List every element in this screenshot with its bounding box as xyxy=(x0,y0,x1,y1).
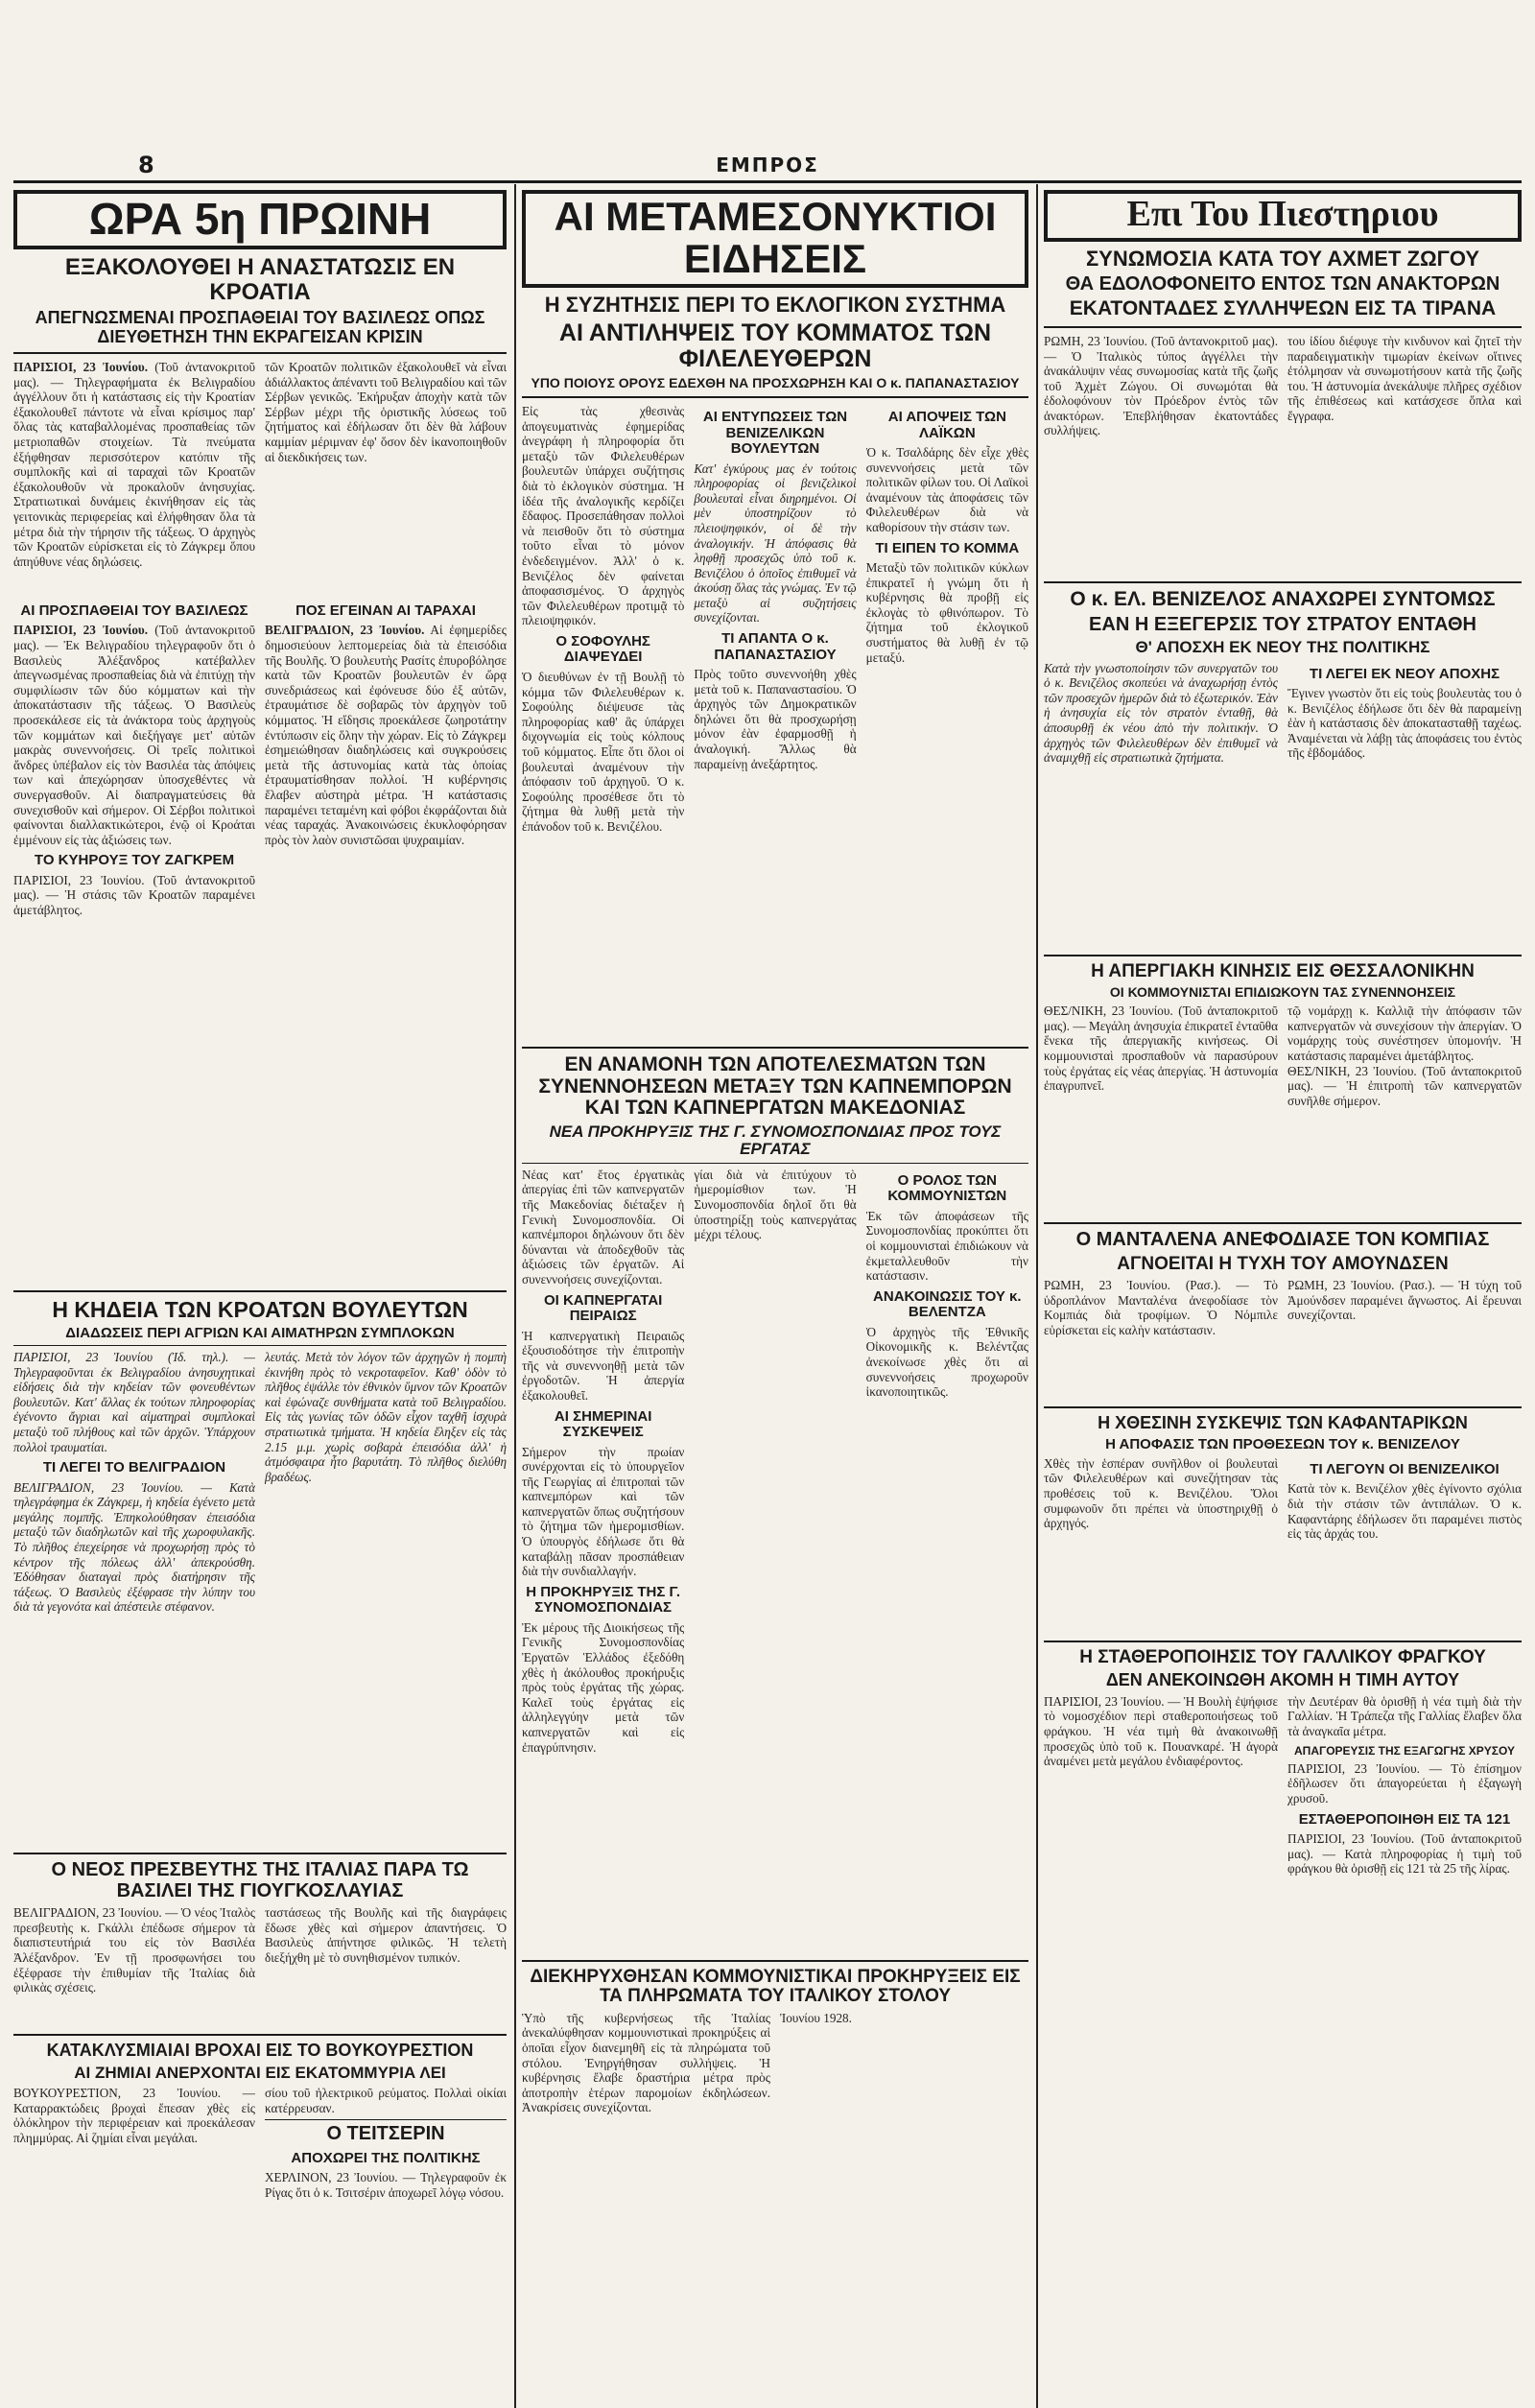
page-number: 8 xyxy=(138,152,154,178)
col1-subheadline: ΑΠΕΓΝΩΣΜΕΝΑΙ ΠΡΟΣΠΑΘΕΙΑΙ ΤΟΥ ΒΑΣΙΛΕΩΣ ΟΠΩΣ ΔΙΕΥΘΕΤΗΣΗ ΤΗΝ ΕΚΡΑΓΕΙΣΑΝ ΚΡΙΣΙΝ xyxy=(35,308,485,346)
article-text: ΠΑΡΙΣΙΟΙ, 23 Ἰουνίου. — Ἡ Βουλὴ ἐψήφισε τὸ νομοσχέδιον περὶ σταθεροποιήσεως τοῦ φράγκου. Ἡ νέα τιμὴ θὰ ἀνακοινωθῇ προσεχῶς ὑπὸ τοῦ κ. Πουανκαρέ. Ἡ ἀγορὰ ἀναμένει μετὰ μεγάλου ἐνδιαφέροντος. xyxy=(1044,1693,1278,1769)
rains-headline: ΚΑΤΑΚΛΥΣΜΙΑΙΑΙ ΒΡΟΧΑΙ ΕΙΣ ΤΟ ΒΟΥΚΟΥΡΕΣΤΙΟΝ xyxy=(46,2041,474,2061)
funeral-block xyxy=(13,1350,507,1847)
strike-headline: Η ΑΠΕΡΓΙΑΚΗ ΚΙΝΗΣΙΣ ΕΙΣ ΘΕΣΣΑΛΟΝΙΚΗΝ xyxy=(1091,960,1475,981)
article-text: Ἰουνίου 1928. xyxy=(780,2010,852,2025)
divider xyxy=(13,352,507,354)
section-title: ΤΙ ΛΕΓΕΙ ΕΚ ΝΕΟΥ ΑΠΟΧΗΣ xyxy=(1309,665,1500,682)
article-text: ΡΩΜΗ, 23 Ἰουνίου. (Ρασ.). — Ἡ τύχη τοῦ Ἀμούνδσεν παραμένει ἄγνωστος. Αἱ ἔρευναι συνεχίζονται. xyxy=(1287,1278,1522,1323)
venizelos-block xyxy=(1044,661,1522,949)
divider xyxy=(522,1163,1028,1164)
article-text: ΠΑΡΙΣΙΟΙ, 23 Ἰουνίου. (Τοῦ ἀνταποκριτοῦ μας). — Κατὰ πληροφορίας ἡ τιμὴ τοῦ φράγκου θὰ ὁρισθῇ εἰς 121 τὰ 25 τῆς λίρας. xyxy=(1287,1831,1522,1877)
venizelos-headline: Ο κ. ΕΛ. ΒΕΝΙΖΕΛΟΣ ΑΝΑΧΩΡΕΙ ΣΥΝΤΟΜΩΣ xyxy=(1070,587,1496,610)
article-text: ΡΩΜΗ, 23 Ἰουνίου. (Τοῦ ἀντανοκριτοῦ μας). — Ὁ Ἰταλικὸς τύπος ἀγγέλλει τὴν ἀνακάλυψιν νέας συνωμοσίας κατὰ τῆς ζωῆς τοῦ Ἀχμὲτ Ζώγου. Οἱ συνωμόται θὰ ἐδολοφόνουν τὸν Πρόεδρον ἐντὸς τῶν ἀνακτόρων. Ἐπεβλήθησαν ἑκατοντάδες συλλήψεις. xyxy=(1044,333,1278,438)
col1-headline: ΕΞΑΚΟΛΟΥΘΕΙ Η ΑΝΑΣΤΑΤΩΣΙΣ ΕΝ ΚΡΟΑΤΙΑ xyxy=(64,254,456,306)
section-title: ΑΙ ΣΗΜΕΡΙΝΑΙ ΣΥΣΚΕΨΕΙΣ xyxy=(554,1407,652,1440)
coffee-headline: Η ΧΘΕΣΙΝΗ ΣΥΣΚΕΨΙΣ ΤΩΝ ΚΑΦΑΝΤΑΡΙΚΩΝ xyxy=(1098,1413,1468,1433)
col2-headline: Η ΣΥΖΗΤΗΣΙΣ ΠΕΡΙ ΤΟ ΕΚΛΟΓΙΚΟΝ ΣΥΣΤΗΜΑ xyxy=(544,293,1006,318)
funeral-headline: Η ΚΗΔΕΙΑ ΤΩΝ ΚΡΟΑΤΩΝ ΒΟΥΛΕΥΤΩΝ xyxy=(52,1296,468,1322)
labor-subheadline: ΝΕΑ ΠΡΟΚΗΡΥΞΙΣ ΤΗΣ Γ. ΣΥΝΟΜΟΣΠΟΝΔΙΑΣ ΠΡΟΣ ΤΟΥΣ ΕΡΓΑΤΑΣ xyxy=(549,1122,1002,1159)
section-title: Ο ΣΟΦΟΥΛΗΣ ΔΙΑΨΕΥΔΕΙ xyxy=(555,632,650,666)
coffee-subheadline: Η ΑΠΟΦΑΣΙΣ ΤΩΝ ΠΡΟΘΕΣΕΩΝ ΤΟΥ κ. ΒΕΝΙΖΕΛΟΥ xyxy=(1105,1435,1460,1452)
col1-second-block xyxy=(13,598,507,1285)
article-text: Κατὰ τὴν γνωστοποίησιν τῶν συνεργατῶν του ὁ κ. Βενιζέλος σκοπεύει νὰ ἀναχωρήσῃ ἐντὸς τῶν προσεχῶν ἡμερῶν διὰ τὸ ἐξωτερικόν. Ἐὰν ἡ ἀνησυχία εἰς τὸν στρατὸν ἐνταθῇ, θὰ ἀποσυρθῇ ἐκ νέου ἀπὸ τὴν πολιτικήν. Ὁ ἀρχηγὸς τῶν Φιλελευθέρων δὲν ἐπιθυμεῖ νὰ ἀναμιχθῇ εἰς στρατιωτικὰ ζητήματα. xyxy=(1044,660,1278,766)
dateline: ΠΑΡΙΣΙΟΙ, 23 Ἰουνίου. xyxy=(13,359,149,374)
col2-lead-block xyxy=(522,404,1028,1041)
article-text: ΠΑΡΙΣΙΟΙ, 23 Ἰουνίου. — Τὸ ἐπίσημον ἐδῆλωσεν ὅτι ἀπαγορεύεται ἡ ἐξαγωγὴ χρυσοῦ. xyxy=(1287,1760,1522,1806)
rains-subheadline: ΑΙ ΖΗΜΙΑΙ ΑΝΕΡΧΟΝΤΑΙ ΕΙΣ ΕΚΑΤΟΜΜΥΡΙΑ ΛΕΙ xyxy=(74,2063,446,2082)
section-title: ΤΙ ΛΕΓΕΙ ΤΟ ΒΕΛΙΓΡΑΔΙΟΝ xyxy=(42,1459,226,1476)
rains-block xyxy=(13,2086,507,2306)
labor-headline: ΕΝ ΑΝΑΜΟΝΗ ΤΩΝ ΑΠΟΤΕΛΕΣΜΑΤΩΝ ΤΩΝ ΣΥΝΕΝΝΟΗΣΕΩΝ ΜΕΤΑΞΥ ΤΩΝ ΚΑΠΝΕΜΠΟΡΩΝ ΚΑΙ ΤΩΝ ΚΑΠΝΕΡΓΑΤΩΝ ΜΑΚΕΔΟΝΙΑΣ xyxy=(538,1053,1012,1120)
article-text: τὴν Δευτέραν θὰ ὁρισθῇ ἡ νέα τιμὴ διὰ τὴν Γαλλίαν. Ἡ Τράπεζα τῆς Γαλλίας ἔλαβεν ὅλα τὰ ἀναγκαῖα μέτρα. xyxy=(1287,1693,1522,1739)
amundsen-block xyxy=(1044,1278,1522,1401)
article-text: ΘΕΣ/ΝΙΚΗ, 23 Ἰουνίου. (Τοῦ ἀνταποκριτοῦ μας). — Ἡ ἐπιτροπὴ τῶν καπνεργατῶν συνῆλθε σήμερον. xyxy=(1287,1063,1522,1108)
divider xyxy=(522,1960,1028,1962)
section-title: ΑΠΑΓΟΡΕΥΣΙΣ ΤΗΣ ΕΞΑΓΩΓΗΣ ΧΡΥΣΟΥ xyxy=(1293,1743,1515,1758)
column-divider xyxy=(1036,184,1038,2408)
amundsen-subheadline: ΑΓΝΟΕΙΤΑΙ Η ΤΥΧΗ ΤΟΥ ΑΜΟΥΝΔΣΕΝ xyxy=(1117,1253,1449,1274)
coffee-block xyxy=(1044,1456,1522,1635)
article-text: ΡΩΜΗ, 23 Ἰουνίου. (Ρασ.). — Τὸ ὑδροπλάνον Μανταλένα ἀνεφοδίασε τὸν Κομπιάς διὰ τροφίμων. Ὁ Νόμπιλε εὑρίσκεται εἰς καλὴν κατάστασιν. xyxy=(1044,1278,1278,1338)
divider xyxy=(13,2034,507,2036)
article-text: Ἡ καπνεργατικὴ Πειραιῶς ἐξουσιοδότησε τὴν ἐπιτροπὴν τῆς νὰ συνεννοηθῇ μετὰ τῶν ἐργοδοτῶν. Ἡ ἀπεργία ἐξακολουθεῖ. xyxy=(522,1328,685,1403)
venizelos-subheadline-2: Θ' ΑΠΟΣΧΗ ΕΚ ΝΕΟΥ ΤΗΣ ΠΟΛΙΤΙΚΗΣ xyxy=(1135,638,1430,657)
article-text: του ἰδίου διέφυγε τὴν κινδυνον καὶ ζητεῖ τὴν παραδειγματικὴν τιμωρίαν ἐκείνων οἵτινες ἐτόλμησαν νὰ συνωμοτήσουν κατὰ τῆς ζωῆς του. Ἡ ἀστυνομία ἀνεκάλυψε πλῆρες σχέδιον τῆς ἐπιθέσεως καὶ κατάσχεσε ὅπλα καὶ ἔγγραφα. xyxy=(1287,333,1522,423)
col2-banner: ΑΙ ΜΕΤΑΜΕΣΟΝΥΚΤΙΟΙ ΕΙΔΗΣΕΙΣ xyxy=(522,190,1028,288)
section-title: Ο ΡΟΛΟΣ ΤΩΝ ΚΟΜΜΟΥΝΙΣΤΩΝ xyxy=(887,1171,1007,1205)
amundsen-headline: Ο ΜΑΝΤΑΛΕΝΑ ΑΝΕΦΟΔΙΑΣΕ ΤΟΝ ΚΟΜΠΙΑΣ xyxy=(1075,1229,1490,1251)
section-title: Η ΠΡΟΚΗΡΥΞΙΣ ΤΗΣ Γ. ΣΥΝΟΜΟΣΠΟΝΔΙΑΣ xyxy=(526,1583,681,1617)
article-text: Ἐκ μέρους τῆς Διοικήσεως τῆς Γενικῆς Συνομοσπονδίας Ἐργατῶν Ἑλλάδος ἐξεδόθη χθὲς ἡ ἀκόλουθος προκήρυξις πρὸς τοὺς ἐργάτας τῆς χώρας. Καλεῖ τοὺς ἐργάτας εἰς ἀλληλεγγύην μετὰ τῶν καπνεργατῶν καὶ εἰς ἐπαγρύπνησιν. xyxy=(522,1619,685,1755)
article-text: τῷ νομάρχῃ κ. Καλλιᾷ τὴν ἀπόφασιν τῶν καπνεργατῶν νὰ συνεχίσουν τὴν ἀπεργίαν. Ὁ νομάρχης τοὺς συνέστησεν ὑπομονήν. Ἡ κατάστασις παραμένει ἀμετάβλητος. xyxy=(1287,1003,1522,1063)
divider xyxy=(265,2119,507,2120)
article-text: γίαι διὰ νὰ ἐπιτύχουν τὸ ἡμερομίσθιον των. Ἡ Συνομοσπονδία δηλοῖ ὅτι θὰ ὑποστηρίξῃ τοὺς καπνεργάτας μέχρι τέλους. xyxy=(694,1167,857,1242)
divider xyxy=(13,1345,507,1346)
article-text: Εἰς τὰς χθεσινὰς ἀπογευματινὰς ἐφημερίδας ἀνεγράφη ἡ πληροφορία ὅτι μεταξὺ τῶν Φιλελευθέρων βουλευτῶν ὑπάρχει συζήτησις διὰ τὸ ἐκλογικὸν σύστημα. Ἡ ἰδέα τῆς ἀναλογικῆς κερδίζει ἔδαφος. Προσεπάθησαν πολλοὶ νὰ πεισθοῦν ὅτι τὸ σύστημα τοῦτο εἶναι τὸ μόνον ἐνδεδειγμένον. Ἀλλ' ὁ κ. Βενιζέλος δὲν φαίνεται ἀποφασισμένος. Ὁ ἀρχηγὸς τῶν Φιλελευθέρων προτιμᾷ τὸ πλειοψηφικόν. xyxy=(522,404,685,628)
divider xyxy=(522,396,1028,398)
divider xyxy=(13,1853,507,1854)
article-text: ΒΕΛΙΓΡΑΔΙΟΝ, 23 Ἰουνίου. — Κατὰ τηλεγράφημα ἐκ Ζάγκρεμ, ἡ κηδεία ἐγένετο μετὰ μεγάλης πομπῆς. Ἐπηκολούθησαν ἐπεισόδια μεταξὺ τῶν διαδηλωτῶν καὶ τῆς χωροφυλακῆς. Τὸ πλῆθος ἐπεχείρησε νὰ προχωρήσῃ πρὸς τὸ κέντρον τῆς πόλεως ἀλλ' ἀπεκρούσθη. Ἐδόθησαν διαταγαὶ πρὸς διατήρησιν τῆς τάξεως. Ὁ Βασιλεὺς ἐξέφρασε τὴν λύπην του διὰ τὰ γεγονότα καὶ ἀπέστειλε στέφανον. xyxy=(13,1479,255,1615)
franc-subheadline: ΔΕΝ ΑΝΕΚΟΙΝΩΘΗ ΑΚΟΜΗ Η ΤΙΜΗ ΑΥΤΟΥ xyxy=(1105,1670,1460,1690)
article-text: Ὁ ἀρχηγὸς τῆς Ἐθνικῆς Οἰκονομικῆς κ. Βελέντζας ἀνεκοίνωσε χθὲς ὅτι αἱ συνεννοήσεις προχωροῦν ἱκανοποιητικῶς. xyxy=(865,1324,1028,1400)
article-text: σίου τοῦ ἠλεκτρικοῦ ρεύματος. Πολλαὶ οἰκίαι κατέρρευσαν. xyxy=(265,2085,507,2115)
article-text: ΧΕΡΛΙΝΟΝ, 23 Ἰουνίου. — Τηλεγραφοῦν ἐκ Ρίγας ὅτι ὁ κ. Τσιτσέριν ἀποχωρεῖ λόγῳ νόσου. xyxy=(265,2170,507,2200)
franc-block xyxy=(1044,1694,1522,2040)
divider xyxy=(522,1047,1028,1049)
article-text: ΒΟΥΚΟΥΡΕΣΤΙΟΝ, 23 Ἰουνίου. — Καταρρακτώδεις βροχαὶ ἔπεσαν χθὲς εἰς ὁλόκληρον τὴν περιφέρειαν καὶ προεκάλεσαν πλημμύρας. Αἱ ζημίαι εἶναι μεγάλαι. xyxy=(13,2085,255,2145)
article-text: ταστάσεως τῆς Βουλῆς καὶ τῆς διαγράφεις ἔδωσε χθὲς καὶ σήμερον ἀπαντήσεις. Ὁ Βασιλεὺς ἀπήντησε φιλικῶς. Ἡ τελετὴ διεξήχθη μὲ τὸ συνηθισμένον τυπικόν. xyxy=(265,1905,507,1965)
section-title: ΤΙ ΑΠΑΝΤΑ Ο κ. ΠΑΠΑΝΑΣΤΑΣΙΟΥ xyxy=(714,630,837,663)
section-title: ΑΝΑΚΟΙΝΩΣΙΣ ΤΟΥ κ. ΒΕΛΕΝΤΖΑ xyxy=(873,1287,1022,1321)
section-title: ΑΙ ΑΠΟΨΕΙΣ ΤΩΝ ΛΑΪΚΩΝ xyxy=(887,409,1006,441)
section-title: ΤΙ ΕΙΠΕΝ ΤΟ ΚΟΜΜΑ xyxy=(875,539,1020,556)
section-title: ΟΙ ΚΑΠΝΕΡΓΑΤΑΙ ΠΕΙΡΑΙΩΣ xyxy=(543,1291,663,1325)
dateline: ΠΑΡΙΣΙΟΙ, 23 Ἰουνίου. xyxy=(13,623,149,638)
column-middle xyxy=(522,190,1028,2408)
article-text: ΠΑΡΙΣΙΟΙ, 23 Ἰουνίου. (Τοῦ ἀντανοκριτοῦ μας). — Ἡ στάσις τῶν Κροατῶν παραμένει ἀμετάβλητος. xyxy=(13,872,255,918)
article-text: Χθὲς τὴν ἑσπέραν συνῆλθον οἱ βουλευταὶ τῶν Φιλελευθέρων καὶ συνεζήτησαν τὰς προθέσεις τοῦ κ. Βενιζέλου. Ὅλοι συμφωνοῦν ὅτι πρέπει νὰ ὑποστηριχθῇ ὁ ἀρχηγός. xyxy=(1044,1455,1278,1531)
strike-subheadline: ΟΙ ΚΟΜΜΟΥΝΙΣΤΑΙ ΕΠΙΔΙΩΚΟΥΝ ΤΑΣ ΣΥΝΕΝΝΟΗΣΕΙΣ xyxy=(1109,984,1456,1001)
article-text: Ὁ διευθύνων ἐν τῇ Βουλῇ τὸ κόμμα τῶν Φιλελευθέρων κ. Σοφούλης διέψευσε τὰς πληροφορίας καθ' ἃς ὑπάρχει διχογνωμία εἰς τοὺς κόλπους τοῦ κόμματος. Εἶπε ὅτι ὅλοι οἱ βουλευταὶ ἀναμένουν τὴν ἀπόφασιν τοῦ ἀρχηγοῦ. Ὁ κ. Σοφούλης προσέθεσε ὅτι τὸ ζήτημα θὰ λυθῇ μετὰ τὴν ἐπάνοδον τοῦ κ. Βενιζέλου. xyxy=(522,669,685,834)
dateline: ΒΕΛΙΓΡΑΔΙΟΝ, 23 Ἰουνίου. xyxy=(265,623,425,638)
col3-headline: ΣΥΝΩΜΟΣΙΑ ΚΑΤΑ ΤΟΥ ΑΧΜΕΤ ΖΩΓΟΥ xyxy=(1085,246,1479,271)
column-left xyxy=(13,190,507,2408)
article-text: Ὁ κ. Τσαλδάρης δὲν εἶχε χθὲς συνεννοήσεις μετὰ τῶν πολιτικῶν φίλων του. Οἱ Λαϊκοὶ ἀναμένουν τὰς ἀποφάσεις τῶν Φιλελευθέρων διὰ νὰ καθορίσουν τὴν στάσιν των. xyxy=(865,445,1028,535)
franc-headline: Η ΣΤΑΘΕΡΟΠΟΙΗΣΙΣ ΤΟΥ ΓΑΛΛΙΚΟΥ ΦΡΑΓΚΟΥ xyxy=(1079,1646,1486,1667)
article-text: Αἱ ἐφημερίδες δημοσιεύουν λεπτομερείας διὰ τὰ ἐπεισόδια τῆς Βουλῆς. Ὁ βουλευτὴς Ρασίτς ἐπυροβόλησε κατὰ τῶν Κροατῶν βουλευτῶν ἐν ὥρᾳ συνεδριάσεως καὶ ἐφόνευσε δύο ἐξ αὐτῶν, ἐτραυμάτισε δὲ σοβαρῶς τὸν ἀρχηγὸν τοῦ κόμματος. Ἡ εἴδησις προεκάλεσε ζωηροτάτην ἐντύπωσιν εἰς ὅλην τὴν χώραν. Εἰς τὸ Ζάγκρεμ ἐσημειώθησαν διαδηλώσεις καὶ συγκρούσεις μετὰ τῆς ἀστυνομίας κατὰ τὰς ὁποίας ἐτραυματίσθησαν πολλοί. Ἡ κυβέρνησις ἔλαβεν αὐστηρὰ μέτρα. Ἡ κατάστασις παραμένει τεταμένη καὶ φόβοι ἐκφράζονται διὰ νέας ταραχάς. Ἀνακοινώσεις ἐκυκλοφόρησαν πρὸς τὸν λαὸν συνιστῶσαι ψυχραιμίαν. xyxy=(265,623,507,847)
article-text: Ἔγινεν γνωστὸν ὅτι εἰς τοὺς βουλευτὰς του ὁ κ. Βενιζέλος ἐδήλωσε ὅτι δὲν θὰ παραμείνῃ ἐὰν ἡ κατάστασις δὲν ἀποκατασταθῇ ταχέως. Ἀναμένεται νὰ λάβῃ τὰς ἀποφάσεις του ἐντὸς τῆς ἑβδομάδος. xyxy=(1287,686,1522,761)
paper-name: ΕΜΠΡΟΣ xyxy=(716,153,819,177)
labor-block xyxy=(522,1168,1028,1954)
strike-block xyxy=(1044,1003,1522,1216)
masthead xyxy=(13,152,1522,183)
col1-lead-block xyxy=(13,360,507,598)
divider xyxy=(1044,326,1522,328)
article-text: Κατ' ἐγκύρους μας ἐν τούτοις πληροφορίας οἱ βενιζελικοὶ βουλευταὶ εἶναι διηρημένοι. Οἱ μὲν ὑποστηρίζουν τὸ πλειοψηφικόν, οἱ δὲ τὴν ἀναλογικήν. Ἡ ἀπόφασις θὰ ληφθῇ προσεχῶς ὑπὸ τοῦ κ. Βενιζέλου ὁ ὁποῖος ἐπιθυμεῖ νὰ ἀκούσῃ ὅλας τὰς γνώμας. Ἐν τῷ μεταξὺ αἱ συζητήσεις συνεχίζονται. xyxy=(694,460,857,626)
section-title: ΑΙ ΠΡΟΣΠΑΘΕΙΑΙ ΤΟΥ ΒΑΣΙΛΕΩΣ xyxy=(20,602,248,619)
article-text: Μεταξὺ τῶν πολιτικῶν κύκλων ἐπικρατεῖ ἡ γνώμη ὅτι ἡ κυβέρνησις θὰ προβῇ εἰς ἐκλογὰς τὸ φθινόπωρον. Τὸ ζήτημα τοῦ ἐκλογικοῦ συστήματος θὰ λυθῇ ἐν τῷ μεταξύ. xyxy=(865,560,1028,665)
italy-block xyxy=(13,1905,507,2028)
col3-headline-3: ΕΚΑΤΟΝΤΑΔΕΣ ΣΥΛΛΗΨΕΩΝ ΕΙΣ ΤΑ ΤΙΡΑΝΑ xyxy=(1069,297,1497,320)
col3-banner: Επι Του Πιεστηριου xyxy=(1044,190,1522,242)
divider xyxy=(1044,1222,1522,1224)
section-title: ΤΙ ΛΕΓΟΥΝ ΟΙ ΒΕΝΙΖΕΛΙΚΟΙ xyxy=(1310,1460,1500,1477)
article-text: Ἐκ τῶν ἀποφάσεων τῆς Συνομοσπονδίας προκύπτει ὅτι οἱ κομμουνισταὶ ἐπιδιώκουν νὰ ἐκμεταλλευθοῦν τὴν κατάστασιν. xyxy=(865,1208,1028,1284)
col3-lead-block xyxy=(1044,334,1522,576)
section-title: ΠΟΣ ΕΓΕΙΝΑΝ ΑΙ ΤΑΡΑΧΑΙ xyxy=(295,602,476,619)
newspaper-page xyxy=(13,0,1522,2408)
teitsorin-subheadline: ΑΠΟΧΩΡΕΙ ΤΗΣ ΠΟΛΙΤΙΚΗΣ xyxy=(291,2149,481,2166)
divider xyxy=(13,1290,507,1292)
divider xyxy=(1044,1641,1522,1642)
navy-headline: ΔΙΕΚΗΡΥΧΘΗΣΑΝ ΚΟΜΜΟΥΝΙΣΤΙΚΑΙ ΠΡΟΚΗΡΥΞΕΙΣ ΕΙΣ ΤΑ ΠΛΗΡΩΜΑΤΑ ΤΟΥ ΙΤΑΛΙΚΟΥ ΣΤΟΛΟΥ xyxy=(530,1966,1021,2007)
col1-banner: ΩΡΑ 5η ΠΡΩΙΝΗ xyxy=(13,190,507,249)
section-title: ΑΙ ΕΝΤΥΠΩΣΕΙΣ ΤΩΝ ΒΕΝΙΖΕΛΙΚΩΝ ΒΟΥΛΕΥΤΩΝ xyxy=(702,409,848,458)
article-text: τῶν Κροατῶν πολιτικῶν ἐξακολουθεῖ νὰ εἶναι ἀδιάλλακτος ἀπέναντι τοῦ Βελιγραδίου καὶ τῶν Σέρβων γενικῶς. Ἐκήρυξαν ἀποχὴν κατὰ τῶν Σέρβων μέχρι τῆς ὁριστικῆς λύσεως τοῦ ζητήματος καὶ ἐδήλωσαν ὅτι δὲν θὰ λάβουν καμμίαν μέριμναν ἐφ' ὅσον δὲν ἱκανοποιηθοῦν αἱ διεκδικήσεις των. xyxy=(265,359,507,464)
col2-headline-2: ΑΙ ΑΝΤΙΛΗΨΕΙΣ ΤΟΥ ΚΟΜΜΑΤΟΣ ΤΩΝ ΦΙΛΕΛΕΥΘΕΡΩΝ xyxy=(558,319,992,372)
section-title: ΤΟ ΚΥΗΡΟΥΞ ΤΟΥ ΖΑΓΚΡΕΜ xyxy=(34,852,235,869)
divider xyxy=(1044,581,1522,583)
col2-subheadline: ΥΠΟ ΠΟΙΟΥΣ ΟΡΟΥΣ ΕΔΕΧΘΗ ΝΑ ΠΡΟΣΧΩΡΗΣΗ ΚΑΙ Ο κ. ΠΑΠΑΝΑΣΤΑΣΙΟΥ xyxy=(531,374,1020,390)
article-text: Πρὸς τοῦτο συνεννοήθη χθὲς μετὰ τοῦ κ. Παπαναστασίου. Ὁ ἀρχηγὸς τῶν Δημοκρατικῶν δηλώνει ὅτι θὰ προσχωρήσῃ μόνον ἐὰν ἐφαρμοσθῇ ἡ ἀναλογική. Ἄλλως θὰ παραμείνῃ ἀνεξάρτητος. xyxy=(694,667,857,771)
italy-headline: Ο ΝΕΟΣ ΠΡΕΣΒΕΥΤΗΣ ΤΗΣ ΙΤΑΛΙΑΣ ΠΑΡΑ ΤΩ ΒΑΣΙΛΕΙ ΤΗΣ ΓΙΟΥΓΚΟΣΛΑΥΙΑΣ xyxy=(51,1859,469,1901)
navy-block xyxy=(522,2011,1028,2327)
article-text: ΠΑΡΙΣΙΟΙ, 23 Ἰουνίου (Ἰδ. τηλ.). — Τηλεγραφοῦνται ἐκ Βελιγραδίου ἀνησυχητικαὶ εἰδήσεις διὰ τὴν κηδείαν τῶν φονευθέντων βουλευτῶν. Κατ' ἄλλας ἐκ τούτων πληροφορίας ἐγένοντο ἄγριαι καὶ αἱματηραὶ συμπλοκαὶ μεταξὺ τοῦ πλήθους καὶ τῶν ἀρχῶν. Ὑπάρχουν πολλοὶ τραυματίαι. xyxy=(13,1350,255,1454)
funeral-subheadline: ΔΙΑΔΩΣΕΙΣ ΠΕΡΙ ΑΓΡΙΩΝ ΚΑΙ ΑΙΜΑΤΗΡΩΝ ΣΥΜΠΛΟΚΩΝ xyxy=(65,1324,455,1341)
article-text: λευτάς. Μετὰ τὸν λόγον τῶν ἀρχηγῶν ἡ πομπὴ ἐκινήθη πρὸς τὸ νεκροταφεῖον. Καθ' ὁδὸν τὸ πλῆθος ἐψάλλε τὸν ἐθνικὸν ὕμνον τῶν Κροατῶν καὶ ἐφώναζε συνθήματα κατὰ τοῦ Βελιγραδίου. Εἰς τὰς γωνίας τῶν ὁδῶν εἶχον ταχθῆ ἰσχυρὰ στρατιωτικὰ τμήματα. Ἡ κηδεία ἔληξεν εἰς τὰς 2.15 μ.μ. χωρὶς σοβαρὰ ἐπεισόδια ἀλλ' ἡ ἀτμόσφαιρα ἦτο βαρυτάτη. Τὸ πλῆθος διελύθη βραδέως. xyxy=(265,1350,507,1484)
article-text: ΘΕΣ/ΝΙΚΗ, 23 Ἰουνίου. (Τοῦ ἀνταποκριτοῦ μας). — Μεγάλη ἀνησυχία ἐπικρατεῖ ἐνταῦθα ἕνεκα τῆς ἀπεργιακῆς κινήσεως. Οἱ κομμουνισταὶ προσπαθοῦν νὰ παρασύρουν τοὺς ἐργάτας εἰς νέας ἀπεργίας. Ἡ ἀστυνομία ἐπαγρυπνεῖ. xyxy=(1044,1003,1278,1094)
article-text: Ὑπὸ τῆς κυβερνήσεως τῆς Ἰταλίας ἀνεκαλύφθησαν κομμουνιστικαὶ προκηρύξεις αἱ ὁποῖαι εἶχον διανεμηθῆ εἰς τὰ πληρώματα τοῦ στόλου. Ἐνηργήθησαν συλλήψεις. Ἡ κυβέρνησις ἔλαβε δραστήρια μέτρα πρὸς ἀποτροπὴν ἑτέρων παρομοίων ἐκδηλώσεων. Ἀνακρίσεις συνεχίζονται. xyxy=(522,2010,770,2115)
article-text: Κατὰ τὸν κ. Βενιζέλον χθὲς ἐγίνοντο σχόλια διὰ τὴν στάσιν τῶν ἀντιπάλων. Ὁ κ. Καφαντάρης ἐδήλωσεν ὅτι παραμένει πιστὸς εἰς τὰς ἀρχάς του. xyxy=(1287,1481,1522,1542)
teitsorin-headline: Ο ΤΕΙΤΣΕΡΙΝ xyxy=(326,2123,445,2145)
divider xyxy=(1044,955,1522,956)
article-text: (Τοῦ ἀντανοκριτοῦ μας). — Τηλεγραφήματα ἐκ Βελιγραδίου ἀγγέλλουν ὅτι ἡ κατάστασις εἰς τὴν Κροατίαν ἐξακολουθεῖ πάντοτε νὰ εἶναι κρίσιμος παρ' ὅλας τὰς καταβαλλομένας προσπαθείας τῶν μετριοπαθῶν στοιχείων. Τὰ πνεύματα ἐξήφθησαν περισσότερον κατόπιν τῆς συμπλοκῆς καὶ αἱ ταραχαὶ τῶν Κροατῶν ἐξακολουθοῦν νὰ προκαλοῦν ἀνησυχίας. Στρατιωτικαὶ δυνάμεις ἐκινήθησαν εἰς τὰς γειτονικὰς περιφερείας καὶ ἐλήφθησαν ὅλα τὰ μέτρα διὰ τὴν τήρησιν τῆς τάξεως. Ὁ ἀρχηγὸς τῶν Κροατῶν εὑρίσκεται εἰς τὸ Ζάγκρεμ ὅπου ἀπηύθυνε νέας δηλώσεις. xyxy=(13,359,255,569)
col3-headline-2: ΘΑ ΕΔΟΛΟΦΟΝΕΙΤΟ ΕΝΤΟΣ ΤΩΝ ΑΝΑΚΤΟΡΩΝ xyxy=(1065,272,1500,295)
article-text: (Τοῦ ἀντανοκριτοῦ μας). — Ἐκ Βελιγραδίου τηλεγραφοῦν ὅτι ὁ Βασιλεὺς Ἀλέξανδρος κατέβαλλεν ἀπεγνωσμένας προσπαθείας διὰ νὰ ἐπιτύχῃ τὴν συμφιλίωσιν τῶν δύο κόμματων καὶ τὴν ἀποκατάστασιν τῆς τάξεως. Ὁ Βασιλεὺς προσεκάλεσε εἰς τὰ ἀνάκτορα τοὺς ἀρχηγοὺς τῶν κομμάτων καὶ διεξήγαγε μετ' αὐτῶν μακρὰς συνεννοήσεις. Οἱ τρεῖς πολιτικοὶ ἄνδρες ὑπέβαλον εἰς τὸν Βασιλέα τὰς ἀπόψεις των καὶ ἀπεχώρησαν ὑποσχεθέντες νὰ συνεργασθοῦν. Αἱ διαπραγματεύσεις θὰ συνεχισθοῦν καὶ σήμερον. Οἱ Σέρβοι πολιτικοὶ φαίνονται διαλλακτικώτεροι, ἐνῷ οἱ Κροάται ἐμμένουν εἰς τὰς ἀξιώσεις των. xyxy=(13,623,255,847)
column-divider xyxy=(514,184,516,2408)
article-text: Νέας κατ' ἔτος ἐργατικὰς ἀπεργίας ἐπὶ τῶν καπνεργατῶν τῆς Μακεδονίας διέταξεν ἡ Γενικὴ Συνομοσπονδία. Οἱ καπνέμποροι δηλώνουν ὅτι δὲν δύνανται νὰ ἀποδεχθοῦν τὰς ἀξιώσεις τῶν ἐργατῶν. Αἱ συνεννοήσεις συνεχίζονται. xyxy=(522,1167,685,1287)
article-text: ΒΕΛΙΓΡΑΔΙΟΝ, 23 Ἰουνίου. — Ὁ νέος Ἰταλὸς πρεσβευτὴς κ. Γκάλλι ἐπέδωσε σήμερον τὰ διαπιστευτήριά του εἰς τὸν Βασιλέα Ἀλέξανδρον. Ἐν τῇ προσφωνήσει του ἐξέφρασε τὴν ἐπιθυμίαν τῆς Ἰταλίας διὰ φιλικὰς σχέσεις. xyxy=(13,1905,255,1995)
section-title: ΕΣΤΑΘΕΡΟΠΟΙΗΘΗ ΕΙΣ ΤΑ 121 xyxy=(1298,1810,1511,1828)
article-text: Σήμερον τὴν πρωίαν συνέρχονται εἰς τὸ ὑπουργεῖον τῆς Γεωργίας αἱ ἐπιτροπαὶ τῶν καπνεμπόρων καὶ τῶν καπνεργατῶν ὅπως συζητήσουν τὸ ζήτημα τῶν ἡμερομισθίων. Ὁ ὑπουργὸς ἐδήλωσε ὅτι θὰ καταβάλῃ πᾶσαν προσπάθειαν διὰ τὴν συνδιαλλαγήν. xyxy=(522,1444,685,1579)
divider xyxy=(1044,1406,1522,1408)
column-right xyxy=(1044,190,1522,2408)
venizelos-subheadline: ΕΑΝ Η ΕΞΕΓΕΡΣΙΣ ΤΟΥ ΣΤΡΑΤΟΥ ΕΝΤΑΘΗ xyxy=(1089,613,1476,635)
